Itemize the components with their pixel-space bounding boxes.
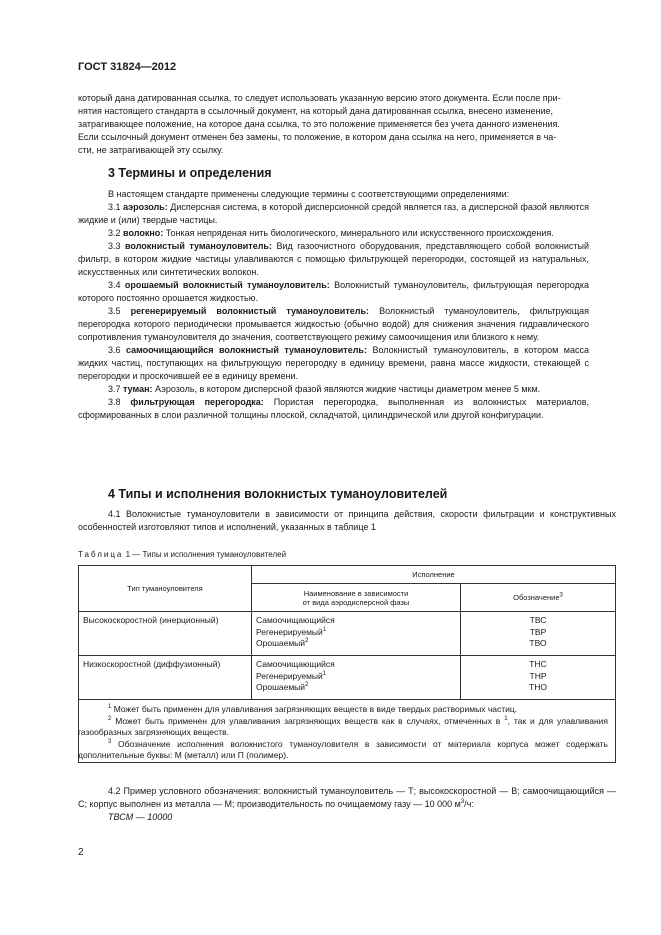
term-3-1: 3.1 аэрозоль: Дисперсная система, в которой дисперсионной средой является газ, а дисперсной фазой являются жидкие и (или) твердые частицы. bbox=[78, 202, 589, 225]
intro-line: который дана датированная ссылка, то следует использовать указанную версию этого документа. Если после при- bbox=[78, 93, 561, 103]
intro-line: сти, не затрагивающей эту ссылку. bbox=[78, 145, 224, 155]
row-names: Самоочищающийся Регенерируемый$^1$ Орошаемый$^2$ bbox=[252, 612, 461, 656]
intro-line: Если ссылочный документ отменен без замены, то положение, в котором дана ссылка на него, применяется в ча- bbox=[78, 132, 557, 142]
row-codes: ТНС ТНР ТНО bbox=[461, 656, 616, 700]
page-number: 2 bbox=[78, 847, 84, 858]
table-notes bbox=[78, 704, 608, 762]
table-caption bbox=[78, 550, 286, 559]
header-name bbox=[252, 584, 461, 612]
terms-intro: В настоящем стандарте применены следующие термины с соответствующими определениями: bbox=[108, 189, 510, 199]
row-type: Высокоскоростной (инерционный) bbox=[79, 612, 252, 656]
term-3-8: 3.8 фильтрующая перегородка: Пористая перегородка, выполненная из волокнистых материалов, сформированных в слои различной толщины плоской, складчатой, цилиндрической или другой конфигурации. bbox=[78, 397, 589, 420]
example-code: ТВСМ — 10000 bbox=[108, 812, 173, 822]
term-3-6: 3.6 самоочищающийся волокнистый туманоуловитель: Волокнистый туманоуловитель, в котором масса жидких частиц, поступающих на фильтрующую перегородку в единицу времени, равна массе жидкости, стекающей с перегородки и проскочившей ее в единицу времени. bbox=[78, 345, 589, 381]
term-3-3: 3.3 волокнистый туманоуловитель: Вид газоочистного оборудования, представляющего собой волокнистый фильтр, в котором жидкие частицы улавливаются с помощью фильтрующей перегородки, состоящей из натуральных, искусственных или синтетических волокон. bbox=[78, 241, 589, 277]
example-text: 4.2 Пример условного обозначения: волокнистый туманоуловитель — Т; высокоскоростной — В; самоочищающийся — С; корпус выполнен из металла — М; производительность по очищаемому газу — 10 000 $м^3/ч$: bbox=[78, 786, 616, 809]
term-3-5: 3.5 регенерируемый волокнистый туманоуловитель: Волокнистый туманоуловитель, фильтрующая перегородка которого периодически промывается жидкостью (обычно водой) для снижения значения гидравлического сопротивления туманоуловителя до значения, соответствующего режиму самоочищения или близкого к нему. bbox=[78, 306, 589, 342]
term-3-2: 3.2 волокно: Тонкая непряденая нить биологического, минерального или искусственного происхождения. bbox=[108, 228, 554, 238]
table-row bbox=[79, 656, 616, 700]
table-caption-word: Таблица bbox=[78, 550, 124, 559]
table-note-1: $^1$ Может быть применен для улавливания загрязняющих веществ в виде твердых растворимых частиц. bbox=[108, 704, 518, 714]
intro-line: нятия настоящего стандарта в ссылочный документ, на который дана датированная ссылка, внесено изменение, bbox=[78, 106, 554, 116]
intro-paragraph bbox=[78, 92, 589, 157]
terms-list bbox=[78, 188, 589, 422]
row-names: Самоочищающийся Регенерируемый$^1$ Орошаемый$^2$ bbox=[252, 656, 461, 700]
table-note-2: $^2$ Может быть применен для улавливания загрязняющих веществ как в случаях, отмеченных в $^1$, так и для улавливания газообразных загрязняющих веществ. bbox=[78, 715, 608, 737]
intro-line: затрагивающее положение, на которое дана ссылка, то это положение применяется без учета данного изменения. bbox=[78, 119, 560, 129]
table-row bbox=[79, 612, 616, 656]
table-caption-text: 1 — Типы и исполнения туманоуловителей bbox=[125, 550, 287, 559]
header-name-line: от вида аэродисперсной фазы bbox=[302, 597, 410, 607]
section-4-heading: 4 Типы и исполнения волокнистых туманоуловителей bbox=[108, 487, 448, 501]
header-code: Обозначение$^3$ bbox=[461, 584, 616, 612]
header-execution: Исполнение bbox=[252, 566, 616, 584]
example-paragraph bbox=[78, 785, 616, 824]
table-note-3: $^3$ Обозначение исполнения волокнистого туманоуловителя в зависимости от материала корпуса может содержать дополнительные буквы: М (металл) или П (полимер). bbox=[78, 738, 608, 760]
row-codes: ТВС ТВР ТВО bbox=[461, 612, 616, 656]
term-3-4: 3.4 орошаемый волокнистый туманоуловитель: Волокнистый туманоуловитель, фильтрующая перегородка которого постоянно орошается жидкостью. bbox=[78, 280, 589, 303]
term-3-7: 3.7 туман: Аэрозоль, в котором дисперсной фазой являются жидкие частицы диаметром менее 5 мкм. bbox=[108, 384, 541, 394]
section-3-heading: 3 Термины и определения bbox=[108, 166, 272, 180]
section-4-paragraph bbox=[78, 508, 616, 534]
paragraph-4-1: 4.1 Волокнистые туманоуловители в зависимости от принципа действия, скорости фильтрации и конструктивных особенностей изготовляют типов и исполнений, указанных в таблице 1 bbox=[78, 509, 616, 532]
header-type: Тип туманоуловителя bbox=[79, 566, 252, 612]
header-name-line: Наименование в зависимости bbox=[303, 588, 409, 598]
row-type: Низкоскоростной (диффузионный) bbox=[79, 656, 252, 700]
document-header: ГОСТ 31824—2012 bbox=[78, 61, 177, 73]
